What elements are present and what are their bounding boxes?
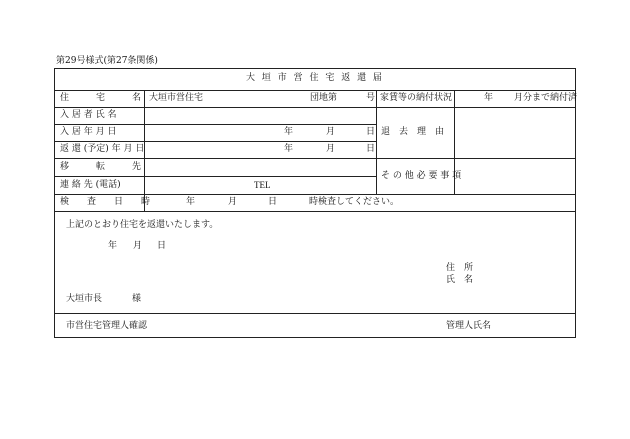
declaration-text: 上記のとおり住宅を返還いたします。 [66, 220, 219, 230]
complex-suffix: 号 [366, 93, 376, 103]
move-in-label: 入 居 年 月 日 [60, 127, 117, 137]
date-year: 年 [108, 241, 118, 251]
row-divider-7 [54, 211, 576, 212]
return-year: 年 [284, 144, 294, 154]
move-in-month: 月 [326, 127, 336, 137]
rent-month-paid: 月分まで納付済 [514, 93, 578, 103]
row-divider-5 [54, 176, 376, 177]
inspection-hour-text: 時検査してください。 [309, 197, 400, 207]
complex-label: 団地第 [310, 93, 338, 103]
frame-right [575, 68, 576, 337]
date-day: 日 [157, 241, 167, 251]
notes-field[interactable] [456, 160, 574, 192]
applicant-name-label: 氏 名 [446, 275, 474, 285]
frame-top [54, 68, 576, 69]
address-value[interactable]: 大垣市営住宅 [149, 93, 204, 103]
title-bottom-rule [54, 90, 576, 91]
tenant-name-field[interactable] [146, 109, 374, 122]
applicant-address-label: 住 所 [446, 263, 474, 273]
addressee-suffix: 様 [132, 294, 142, 304]
return-date-label: 返 還 (予定) 年 月 日 [60, 144, 145, 154]
row-divider-1 [54, 107, 576, 108]
footer-divider [54, 313, 576, 314]
reason-field[interactable] [456, 109, 574, 156]
reason-label: 退 去 理 由 [381, 127, 445, 137]
row-divider-6 [54, 194, 576, 195]
inspection-year: 年 [186, 197, 196, 207]
manager-confirmation-label: 市営住宅管理人確認 [66, 321, 148, 331]
date-month: 月 [133, 241, 143, 251]
move-in-year: 年 [284, 127, 294, 137]
manager-name-label: 管理人氏名 [446, 321, 492, 331]
form-title: 大 垣 市 営 住 宅 返 還 届 [246, 73, 384, 83]
return-day: 日 [366, 144, 376, 154]
row-divider-3 [54, 141, 376, 142]
middle-column-divider [376, 90, 377, 194]
form-number: 第29号様式(第27条関係) [56, 56, 158, 66]
row-divider-2 [54, 124, 376, 125]
rent-label: 家賃等の納付状況 [380, 93, 453, 103]
return-month: 月 [326, 144, 336, 154]
tenant-name-label: 入 居 者 氏 名 [60, 110, 117, 120]
rent-year: 年 [484, 93, 494, 103]
inspection-month: 月 [228, 197, 238, 207]
address-label: 住 宅 名 [60, 93, 142, 103]
contact-tel: TEL [254, 180, 271, 190]
notes-label: そ の 他 必 要 事 項 [381, 171, 462, 181]
frame-bottom [54, 337, 576, 338]
inspection-label: 検 査 日 時 [60, 197, 151, 207]
transfer-field[interactable] [146, 160, 374, 174]
move-in-day: 日 [366, 127, 376, 137]
frame-left [54, 68, 55, 337]
inspection-day: 日 [268, 197, 278, 207]
contact-label: 連 絡 先 (電話) [60, 180, 121, 190]
row-divider-4 [54, 158, 576, 159]
addressee: 大垣市長 [66, 294, 103, 304]
transfer-label: 移 転 先 [60, 162, 142, 172]
